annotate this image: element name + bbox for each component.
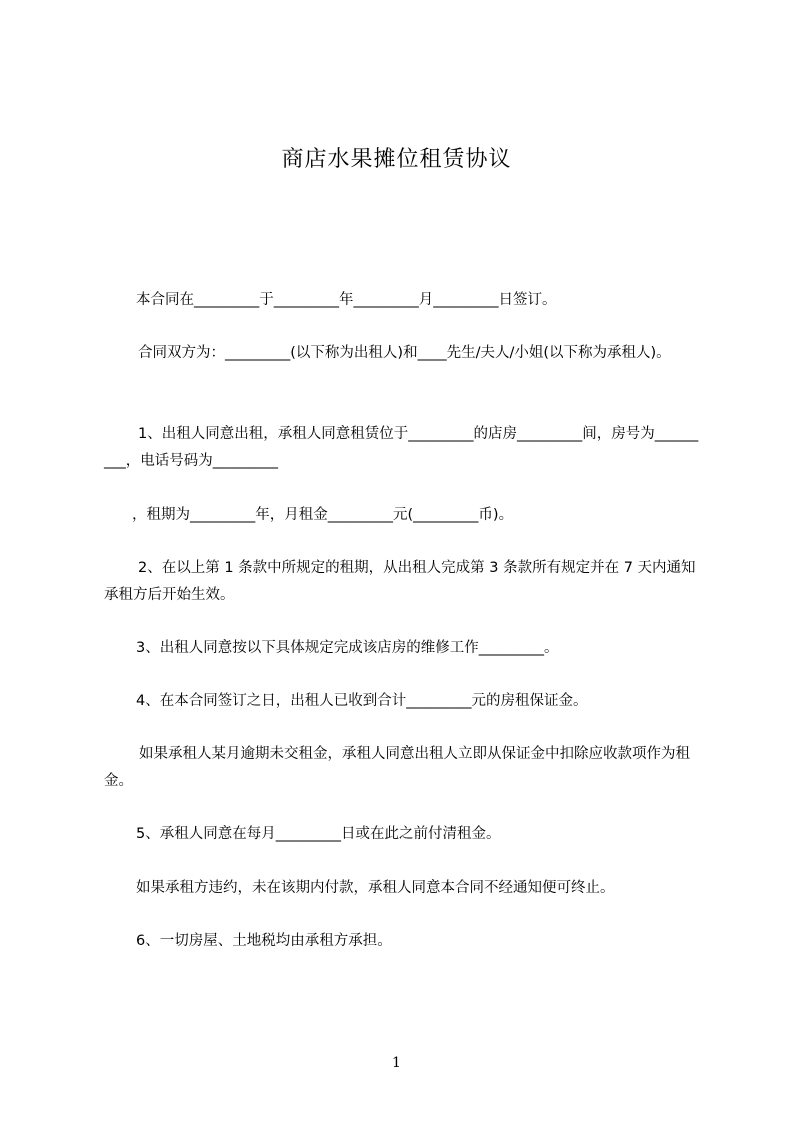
paragraph-clause-5: 5、承租人同意在每月_________日或在此之前付清租金。 (136, 826, 501, 842)
paragraph-clause-2: 2、在以上第 1 条款中所规定的租期，从出租人完成第 3 条款所有规定并在 7 天内通知承租方后开始生效。 (104, 560, 696, 603)
paragraph-parties: 合同双方为：_________(以下称为出租人)和____先生/夫人/小姐(以下称为承租人)。 (138, 345, 671, 361)
paragraph-clause-3: 3、出租人同意按以下具体规定完成该店房的维修工作_________。 (136, 640, 559, 656)
paragraph-clause-1: 1、出租人同意出租，承租人同意租赁位于_________的店房_________间，房号为_________，电话号码为_________ (104, 426, 699, 469)
paragraph-default: 如果承租方违约，未在该期内付款，承租人同意本合同不经通知便可终止。 (136, 880, 615, 896)
paragraph-clause-6: 6、一切房屋、土地税均由承租方承担。 (136, 933, 392, 949)
paragraph-lease-term: ，租期为_________年，月租金_________元(_________币)。 (132, 507, 514, 523)
paragraph-clause-4: 4、在本合同签订之日，出租人已收到合计_________元的房租保证金。 (136, 693, 588, 709)
page-number: 1 (392, 1055, 401, 1071)
paragraph-late-rent: 如果承租人某月逾期未交租金，承租人同意出租人立即从保证金中扣除应收款项作为租金。 (104, 746, 690, 789)
document-title: 商店水果摊位租赁协议 (281, 147, 512, 172)
paragraph-signing-date: 本合同在_________于_________年_________月_________日签订。 (136, 292, 557, 308)
